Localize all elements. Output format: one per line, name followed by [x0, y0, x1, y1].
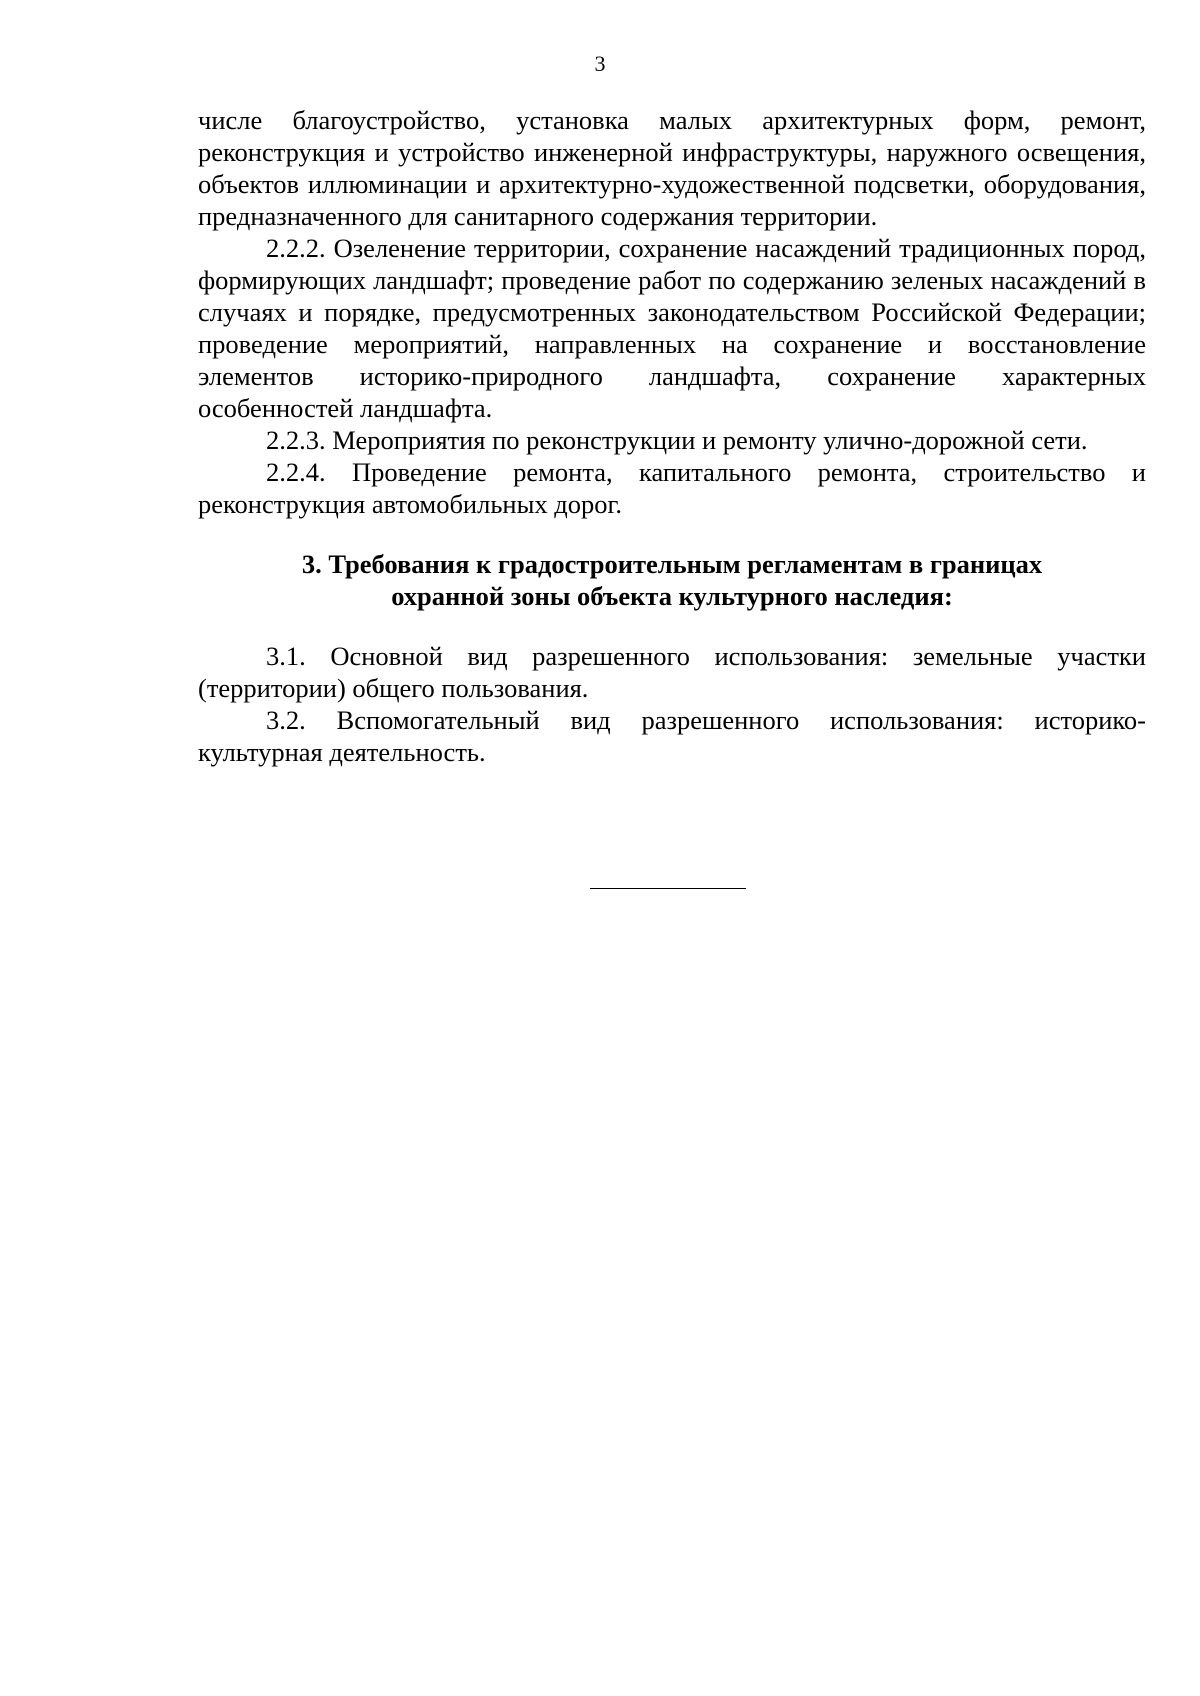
paragraph-item-2-2-4: 2.2.4. Проведение ремонта, капитального ремонта, строительство и реконструкция автомобильных дорог. — [198, 457, 1146, 519]
section-heading-line-1: 3. Требования к градостроительным регламентам в границах — [301, 549, 1043, 579]
paragraph-item-3-2: 3.2. Вспомогательный вид разрешенного использования: историко-культурная деятельность. — [198, 705, 1146, 767]
paragraph-item-2-2-3: 2.2.3. Мероприятия по реконструкции и ремонту улично-дорожной сети. — [266, 425, 1088, 455]
section-heading — [198, 548, 1146, 612]
document-body — [198, 104, 1146, 768]
end-divider-line — [590, 888, 746, 889]
section-heading-line-2: охранной зоны объекта культурного наследия: — [391, 581, 953, 611]
paragraph-continuation: числе благоустройство, установка малых архитектурных форм, ремонт, реконструкция и устройство инженерной инфраструктуры, наружного освещения, объектов иллюминации и архитектурно-художественной подсветки, оборудования, предназначенного для санитарного содержания территории. — [198, 105, 1146, 231]
paragraph-item-2-2-2: 2.2.2. Озеленение территории, сохранение насаждений традиционных пород, формирующих ландшафт; проведение работ по содержанию зеленых насаждений в случаях и порядке, предусмотренных законодательством Российской Федерации; проведение мероприятий, направленных на сохранение и восстановление элементов историко-природного ландшафта, сохранение характерных особенностей ландшафта. — [198, 233, 1146, 423]
paragraph-item-3-1: 3.1. Основной вид разрешенного использования: земельные участки (территории) общего пользования. — [198, 641, 1146, 703]
page-number: 3 — [594, 51, 606, 76]
